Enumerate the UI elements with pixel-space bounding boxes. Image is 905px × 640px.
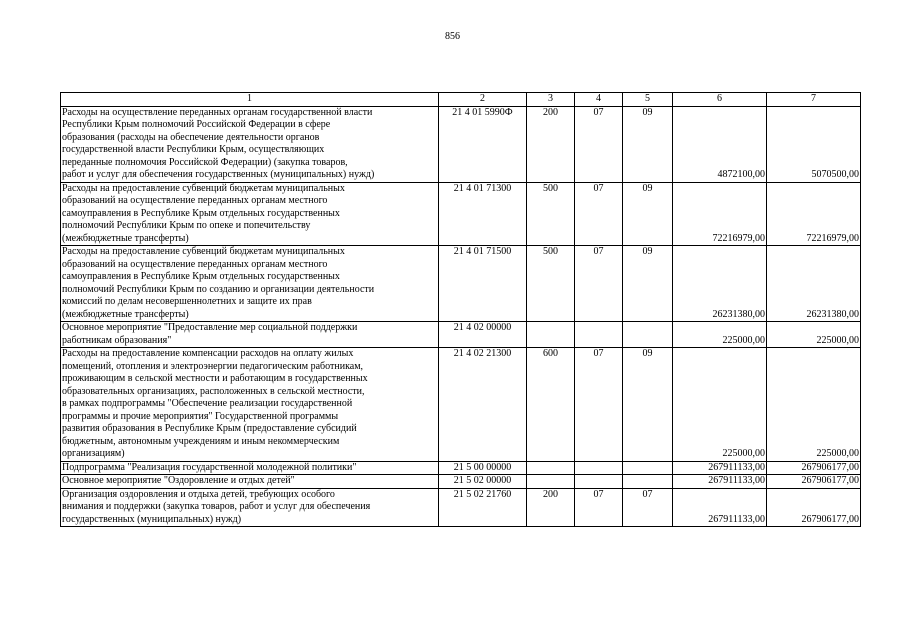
table-row [61,246,861,322]
row-section-cell: 07 [575,106,623,182]
row-amount-1-cell: 225000,00 [673,348,767,462]
row-csr-code-cell: 21 4 01 5990Ф [439,106,527,182]
row-csr-code-cell: 21 4 01 71300 [439,182,527,246]
row-amount-1-cell: 267911133,00 [673,461,767,475]
row-amount-2-cell: 5070500,00 [767,106,861,182]
row-amount-2-cell: 225000,00 [767,322,861,348]
row-subsection-cell: 09 [623,182,673,246]
table-row [61,461,861,475]
table-row [61,106,861,182]
row-expense-type-cell: 500 [527,182,575,246]
table-row [61,348,861,462]
row-amount-2-cell: 267906177,00 [767,475,861,489]
table-row [61,475,861,489]
row-expense-type-cell: 200 [527,106,575,182]
row-csr-code-cell: 21 5 02 21760 [439,488,527,527]
row-subsection-cell [623,461,673,475]
header-col-6: 6 [673,93,767,107]
row-subsection-cell [623,475,673,489]
row-subsection-cell [623,322,673,348]
row-subsection-cell: 09 [623,106,673,182]
row-amount-1-cell: 72216979,00 [673,182,767,246]
row-amount-1-cell: 225000,00 [673,322,767,348]
row-name-cell: Расходы на осуществление переданных органам государственной власти Республики Крым полномочий Российской Федерации в сфере образования (расходы на обеспечение деятельности органов государственной власти Республики Крым, осуществляющих переданные полномочия Российской Федерации) (закупка товаров, работ и услуг для обеспечения государственных (муниципальных) нужд) [61,106,439,182]
row-expense-type-cell: 600 [527,348,575,462]
row-section-cell [575,475,623,489]
row-section-cell: 07 [575,348,623,462]
header-col-4: 4 [575,93,623,107]
table-header-row [61,93,861,107]
row-csr-code-cell: 21 4 01 71500 [439,246,527,322]
row-amount-2-cell: 267906177,00 [767,488,861,527]
row-amount-2-cell: 225000,00 [767,348,861,462]
row-expense-type-cell [527,322,575,348]
row-subsection-cell: 07 [623,488,673,527]
row-expense-type-cell: 500 [527,246,575,322]
row-amount-2-cell: 26231380,00 [767,246,861,322]
row-amount-1-cell: 26231380,00 [673,246,767,322]
header-col-5: 5 [623,93,673,107]
row-amount-1-cell: 267911133,00 [673,488,767,527]
row-name-cell: Основное мероприятие "Предоставление мер социальной поддержки работникам образования" [61,322,439,348]
row-amount-2-cell: 267906177,00 [767,461,861,475]
header-col-1: 1 [61,93,439,107]
row-name-cell: Основное мероприятие "Оздоровление и отдых детей" [61,475,439,489]
row-expense-type-cell [527,461,575,475]
row-csr-code-cell: 21 4 02 00000 [439,322,527,348]
row-csr-code-cell: 21 5 00 00000 [439,461,527,475]
table-row [61,322,861,348]
row-name-cell: Расходы на предоставление субвенций бюджетам муниципальных образований на осуществление переданных органам местного самоуправления в Республике Крым отдельных государственных полномочий Республики Крым по опеке и попечительству (межбюджетные трансферты) [61,182,439,246]
page-number: 856 [445,31,460,42]
row-subsection-cell: 09 [623,246,673,322]
row-expense-type-cell [527,475,575,489]
header-col-7: 7 [767,93,861,107]
row-section-cell: 07 [575,488,623,527]
row-amount-1-cell: 267911133,00 [673,475,767,489]
row-expense-type-cell: 200 [527,488,575,527]
row-name-cell: Расходы на предоставление субвенций бюджетам муниципальных образований на осуществление переданных органам местного самоуправления в Республике Крым отдельных государственных полномочий Республики Крым по созданию и организации деятельности комиссий по делам несовершеннолетних и защите их прав (межбюджетные трансферты) [61,246,439,322]
table-row [61,182,861,246]
row-section-cell: 07 [575,246,623,322]
budget-table [60,92,861,527]
row-amount-2-cell: 72216979,00 [767,182,861,246]
row-section-cell: 07 [575,182,623,246]
header-col-2: 2 [439,93,527,107]
table-row [61,488,861,527]
row-amount-1-cell: 4872100,00 [673,106,767,182]
row-name-cell: Расходы на предоставление компенсации расходов на оплату жилых помещений, отопления и электроэнергии педагогическим работникам, проживающим в сельской местности и работающим в государственных образовательных организациях, расположенных в сельской местности, в рамках подпрограммы "Обеспечение реализации государственной программы и прочие мероприятия" Государственной программы развития образования в Республике Крым (предоставление субсидий бюджетным, автономным учреждениям и иным некоммерческим организациям) [61,348,439,462]
row-name-cell: Организация оздоровления и отдыха детей, требующих особого внимания и поддержки (закупка товаров, работ и услуг для обеспечения государственных (муниципальных) нужд) [61,488,439,527]
header-col-3: 3 [527,93,575,107]
row-section-cell [575,322,623,348]
row-name-cell: Подпрограмма "Реализация государственной молодежной политики" [61,461,439,475]
row-csr-code-cell: 21 5 02 00000 [439,475,527,489]
row-subsection-cell: 09 [623,348,673,462]
row-section-cell [575,461,623,475]
row-csr-code-cell: 21 4 02 21300 [439,348,527,462]
